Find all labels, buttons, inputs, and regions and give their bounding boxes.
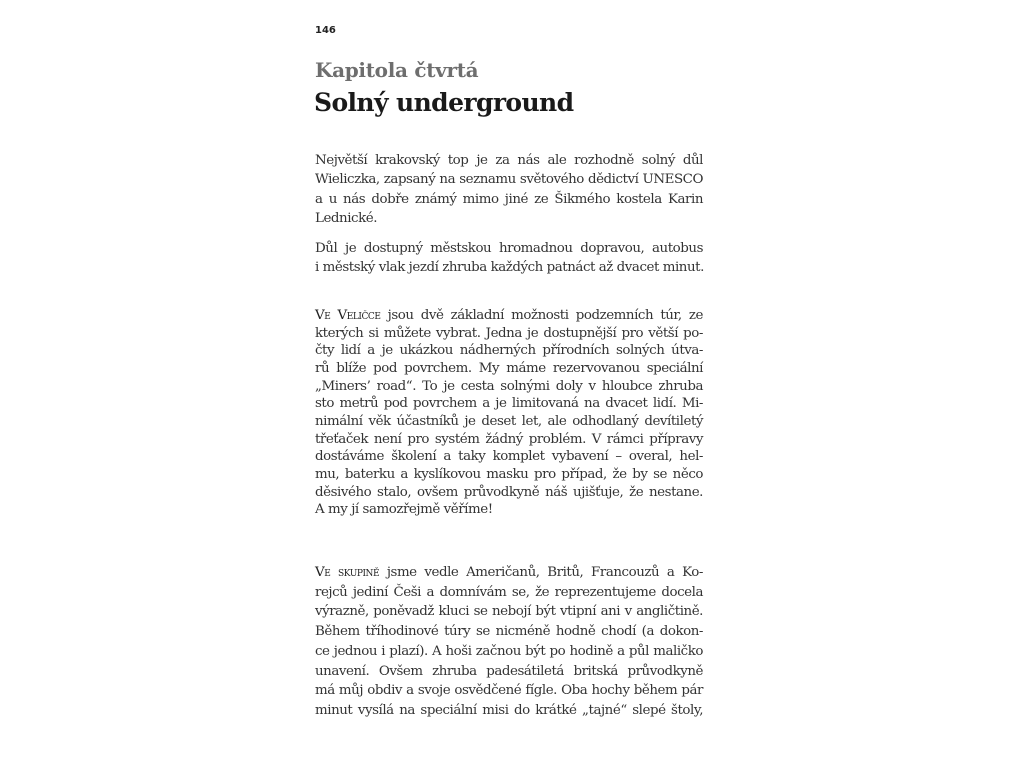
text-line <box>315 413 703 431</box>
line-text: třeťaček není pro systém žádný problém. V rámci přípravy <box>315 431 703 447</box>
text-line <box>315 170 703 189</box>
line-text: Během tříhodinové túry se nicméně hodně chodí (a dokon- <box>315 624 703 640</box>
line-text: Důl je dostupný městskou hromadnou dopravou, autobus <box>315 241 703 256</box>
line-text: děsivého stalo, ovšem průvodkyně náš ujišťuje, že nestane. <box>315 484 703 500</box>
paragraph-intro <box>315 151 703 229</box>
text-line <box>315 501 703 519</box>
small-caps-lead-in: Ve Veličce <box>315 308 381 323</box>
line-text: A my jí samozřejmě věříme! <box>315 502 493 518</box>
text-line <box>315 360 703 378</box>
text-line <box>315 563 703 583</box>
text-line <box>315 151 703 170</box>
chapter-label: Kapitola čtvrtá <box>315 58 479 82</box>
line-text: mu, baterku a kyslíkovou masku pro případ, že by se něco <box>315 466 703 482</box>
line-text: má můj obdiv a svoje osvědčené fígle. Oba hochy během pár <box>315 683 703 699</box>
line-text: čty lidí a je ukázkou nádherných přírodních solných útva- <box>315 343 703 359</box>
paragraph-transport <box>315 239 703 278</box>
line-text: rejců jediní Češi a domnívám se, že reprezentujeme docela <box>315 584 703 600</box>
line-text: ce jednou i plazí). A hoši začnou být po hodině a půl maličko <box>315 643 703 659</box>
text-line <box>315 662 703 682</box>
text-line <box>315 342 703 360</box>
text-line <box>315 239 703 258</box>
line-text: a u nás dobře známý mimo jiné ze Šikmého kostela Karin <box>315 191 703 207</box>
line-text: výrazně, poněvadž kluci se nebojí být vtipní ani v angličtině. <box>315 604 703 620</box>
line-text: minut vysílá na speciální misi do krátké „tajné“ slepé štoly, <box>315 702 703 718</box>
text-line <box>315 431 703 449</box>
line-text: rů blíže pod povrchem. My máme rezervovanou speciální <box>315 360 703 376</box>
paragraph-tours <box>315 307 703 519</box>
line-text: nimální věk účastníků je deset let, ale odhodlaný devítiletý <box>315 413 703 429</box>
line-text: kterých si můžete vybrat. Jedna je dostupnější pro větší po- <box>315 325 703 341</box>
line-text: dostáváme školení a taky komplet vybavení – overal, hel- <box>315 449 703 465</box>
text-line <box>315 602 703 622</box>
text-line <box>315 466 703 484</box>
text-line <box>315 190 703 209</box>
line-text: unavení. Ovšem zhruba padesátiletá britská průvodkyně <box>315 663 703 679</box>
line-text: i městský vlak jezdí zhruba každých patnáct až dvacet minut. <box>315 260 704 276</box>
text-line <box>315 583 703 603</box>
paragraph-group <box>315 563 703 721</box>
text-line <box>315 622 703 642</box>
line-text: jsme vedle Američanů, Britů, Francouzů a Ko- <box>379 565 703 580</box>
text-line <box>315 395 703 413</box>
line-text: „Miners’ road“. To je cesta solnými doly v hloubce zhruba <box>315 378 703 394</box>
text-line <box>315 484 703 502</box>
text-line <box>315 258 703 277</box>
small-caps-lead-in: Ve skupině <box>315 565 380 580</box>
text-line <box>315 448 703 466</box>
text-line <box>315 681 703 701</box>
text-line <box>315 209 703 228</box>
text-line <box>315 325 703 343</box>
line-text: Největší krakovský top je za nás ale rozhodně solný důl <box>315 153 703 168</box>
text-line <box>315 701 703 721</box>
page-number: 146 <box>315 25 336 36</box>
line-text: Wieliczka, zapsaný na seznamu světového dědictví UNESCO <box>315 172 703 188</box>
line-text: Lednické. <box>315 211 378 227</box>
chapter-title: Solný underground <box>314 88 574 117</box>
text-line <box>315 378 703 396</box>
line-text: jsou dvě základní možnosti podzemních túr, ze <box>380 308 703 323</box>
line-text: sto metrů pod povrchem a je limitovaná na dvacet lidí. Mi- <box>315 396 703 412</box>
text-line <box>315 642 703 662</box>
text-line <box>315 307 703 325</box>
